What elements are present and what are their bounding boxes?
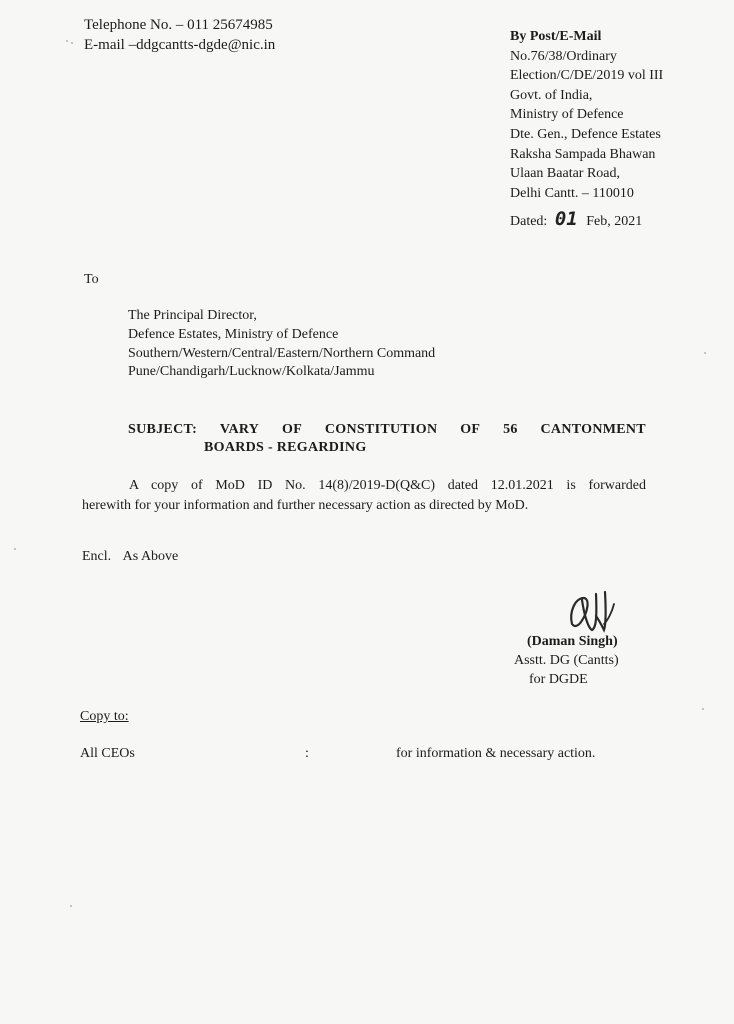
subject-word: OF [282,422,303,437]
subject-word: CONSTITUTION [324,422,438,437]
scan-speck [70,905,72,907]
scan-speck [66,40,68,42]
signature-block [514,632,619,689]
address-line: Ulaan Baatar Road, [510,166,621,182]
scan-speck [704,352,706,354]
handwritten-signature [566,590,626,638]
scan-speck [702,708,704,710]
body-line: A copy of MoD ID No. 14(8)/2019-D(Q&C) dated 12.01.2021 is forwarded [129,478,646,493]
copy-to-purpose: for information & necessary action. [396,746,596,761]
date-line [510,210,642,231]
sender-address-block [510,27,663,203]
subject-word: SUBJECT: [128,422,198,437]
address-line: Delhi Cantt. – 110010 [510,185,634,201]
enclosure-label: Encl. [82,549,112,564]
scan-speck [71,42,73,44]
scan-speck [14,548,16,550]
date-label: Dated: [510,214,548,229]
signatory-designation: Asstt. DG (Cantts) [514,653,619,668]
recipient-line: Defence Estates, Ministry of Defence [128,326,339,342]
subject-word: OF [460,422,481,437]
recipient-line: The Principal Director, [128,308,257,323]
signatory-on-behalf: for DGDE [529,672,588,687]
subject-word: CANTONMENT [540,422,646,437]
address-line: Govt. of India, [510,87,593,103]
recipient-line: Southern/Western/Central/Eastern/Northern Command [128,345,436,361]
subject-word: VARY [219,422,260,437]
address-line: Dte. Gen., Defence Estates [510,126,661,142]
date-day-handwritten: 01 [554,208,578,230]
enclosure-line [82,548,178,566]
body-line: herewith for your information and further necessary action as directed by MoD. [82,498,529,513]
email-line: E-mail –ddgcantts-dgde@nic.in [84,37,276,53]
subject-heading [128,421,646,457]
body-paragraph [82,476,646,516]
address-line: Ministry of Defence [510,107,624,123]
reference-line: Election/C/DE/2019 vol III [510,68,664,84]
date-month-year: Feb, 2021 [586,214,643,229]
subject-word: 56 [503,422,518,437]
recipient-address [128,307,435,382]
copy-to-separator: : [305,746,309,761]
telephone-line: Telephone No. – 011 25674985 [84,17,273,33]
enclosure-value: As Above [122,549,179,564]
signatory-name: (Daman Singh) [527,634,618,649]
copy-to-label: Copy to: [80,709,129,724]
recipient-line: Pune/Chandigarh/Lucknow/Kolkata/Jammu [128,364,375,380]
dispatch-mode: By Post/E-Mail [510,29,602,44]
subject-continuation: BOARDS - REGARDING [204,440,367,455]
copy-to-recipient: All CEOs [80,746,135,761]
to-label: To [84,272,99,287]
reference-line: No.76/38/Ordinary [510,48,617,64]
address-line: Raksha Sampada Bhawan [510,146,656,162]
